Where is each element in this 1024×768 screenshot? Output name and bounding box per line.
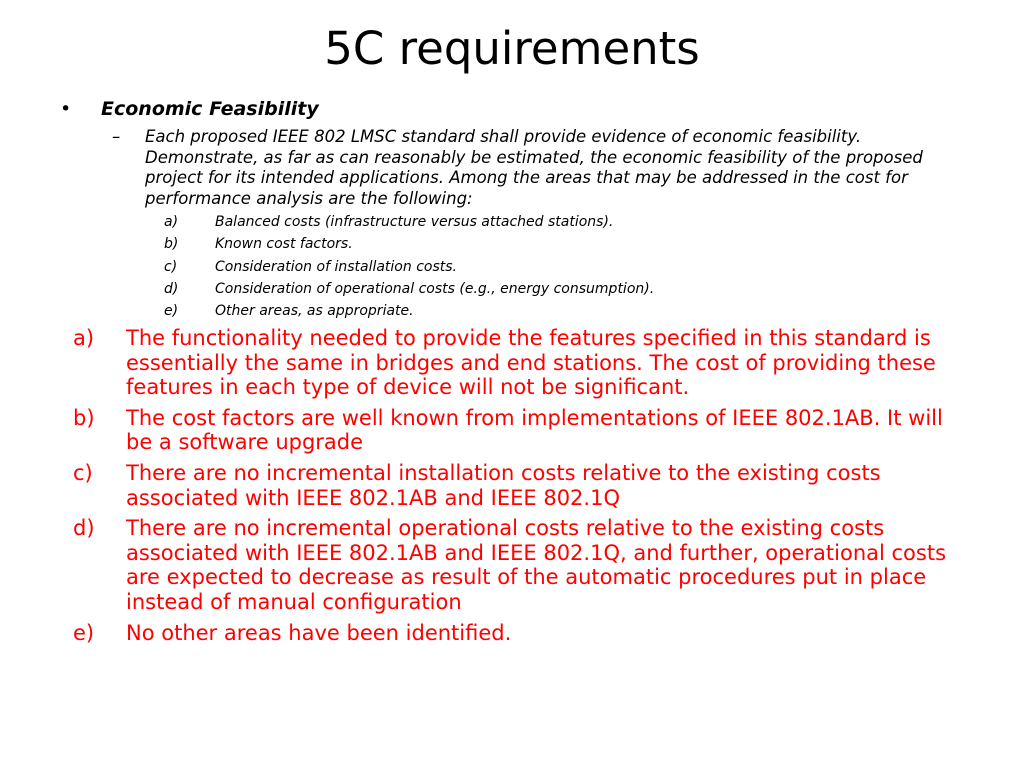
criteria-letter: b) (164, 236, 179, 253)
answer-text: The functionality needed to provide the features specified in this standard is essentially the same in bridges and end stations. The cost of providing these features in each type of device will not be significant. (126, 326, 936, 400)
criteria-text: Known cost factors. (215, 236, 353, 253)
criteria-item (164, 300, 654, 322)
requirement-description (112, 127, 962, 209)
answer-text: There are no incremental installation costs relative to the existing costs associated with IEEE 802.1AB and IEEE 802.1Q (126, 460, 881, 510)
requirement-text: Each proposed IEEE 802 LMSC standard shall provide evidence of economic feasibility. Demonstrate, as far as can reasonably be estimated, the economic feasibility of the proposed project for its intended applications. Among the areas that may be addressed in the cost for performance analysis are the following: (145, 127, 923, 208)
answer-text: No other areas have been identified. (126, 620, 512, 645)
sub-bullet-dash: – (112, 127, 121, 146)
answer-letter: a) (73, 326, 95, 350)
criteria-letter: d) (164, 280, 179, 297)
criteria-item (164, 278, 654, 300)
answer-item (73, 516, 953, 614)
criteria-letter: c) (164, 258, 178, 275)
criteria-text: Other areas, as appropriate. (215, 303, 414, 320)
economic-feasibility-bullet (60, 97, 319, 121)
answer-list (73, 326, 953, 651)
answer-item (73, 461, 953, 510)
criteria-text: Consideration of operational costs (e.g., energy consumption). (215, 280, 655, 297)
answer-letter: c) (73, 460, 93, 485)
criteria-list (164, 211, 654, 322)
criteria-item (164, 256, 654, 278)
answer-letter: d) (73, 516, 95, 541)
criteria-text: Consideration of installation costs. (215, 258, 457, 275)
slide-title: 5C requirements (324, 22, 700, 75)
answer-item (73, 621, 953, 646)
bullet-dot: • (60, 98, 72, 120)
criteria-item (164, 211, 654, 233)
criteria-letter: e) (164, 303, 179, 320)
answer-letter: e) (73, 620, 95, 645)
answer-text: There are no incremental operational costs relative to the existing costs associated with IEEE 802.1AB and IEEE 802.1Q, and further, operational costs are expected to decrease as result of the automatic procedures put in place instead of manual configuration (126, 516, 947, 614)
answer-item (73, 326, 953, 400)
answer-text: The cost factors are well known from implementations of IEEE 802.1AB. It will be a software upgrade (126, 405, 943, 455)
criteria-item (164, 233, 654, 255)
answer-letter: b) (73, 405, 95, 430)
criteria-letter: a) (164, 214, 179, 230)
criteria-text: Balanced costs (infrastructure versus attached stations). (215, 214, 614, 230)
bullet-heading: Economic Feasibility (101, 98, 319, 120)
answer-item (73, 406, 953, 455)
